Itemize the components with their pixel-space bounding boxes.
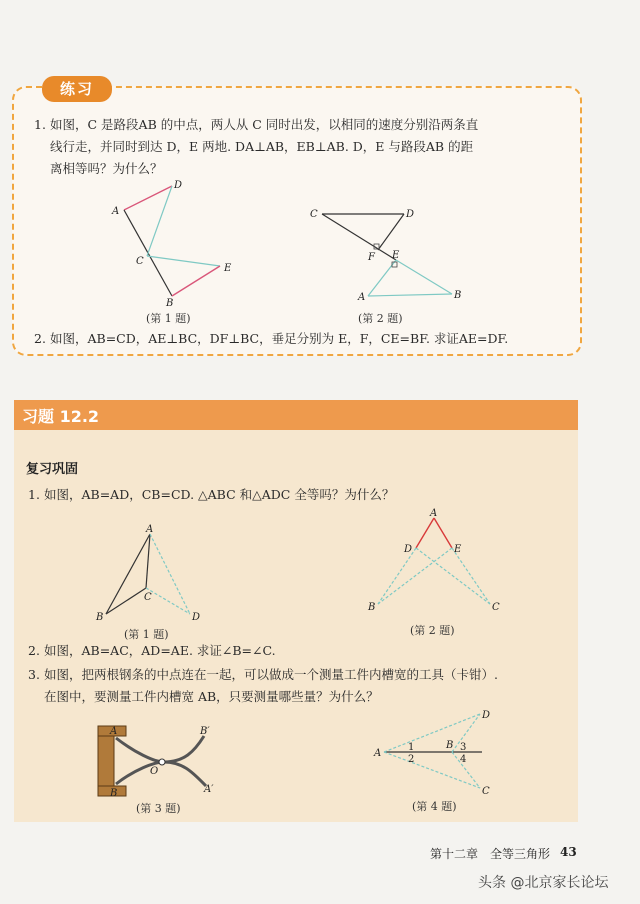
watermark: 头条 @北京家长论坛 xyxy=(478,875,609,891)
segment-cd xyxy=(146,588,190,614)
segment-eb xyxy=(172,266,220,296)
pivot-o xyxy=(159,759,165,765)
segment-ce xyxy=(322,214,396,260)
practice-question-2: 2. 如图，AB=CD，AE⊥BC，DF⊥BC，垂足分别为 E，F，CE=BF. 求证AE=DF. xyxy=(34,331,509,346)
label-b: B xyxy=(368,602,376,613)
exercise-title: 习题 12.2 xyxy=(22,407,100,426)
segment-ec xyxy=(452,548,490,604)
label-a: A xyxy=(110,726,118,737)
segment-bc xyxy=(106,588,146,614)
label-a: A xyxy=(112,206,120,217)
exercise-fig4-caption: (第 4 题) xyxy=(412,800,457,813)
label-d: D xyxy=(192,612,201,623)
label-d: D xyxy=(406,209,415,220)
practice-figure-2 xyxy=(308,206,468,306)
angle-2-label: 2 xyxy=(408,754,415,765)
segment-db xyxy=(378,548,416,604)
segment-ac xyxy=(146,534,150,588)
label-a-prime: A′ xyxy=(204,784,214,795)
chapter-footer: 第十二章 全等三角形 xyxy=(430,847,551,861)
exercise-question-2: 2. 如图，AB=AC，AD=AE. 求证∠B=∠C. xyxy=(28,643,276,658)
label-b: B xyxy=(454,290,462,301)
exercise-question-3: 3. 如图，把两根钢条的中点连在一起，可以做成一个测量工件内槽宽的工具（卡钳）. 在图中，要测量工件内槽宽 AB，只要测量哪些量？为什么？ xyxy=(28,667,498,704)
exercise-fig3-caption: (第 3 题) xyxy=(136,802,181,815)
exercise-figure-2 xyxy=(366,508,506,612)
label-d: D xyxy=(404,544,413,555)
segment-ae xyxy=(434,518,452,548)
practice-figure-1 xyxy=(110,178,250,308)
exercise-figure-1 xyxy=(94,526,214,626)
label-e: E xyxy=(224,263,232,274)
angle-4-label: 4 xyxy=(460,754,467,765)
label-b: B xyxy=(96,612,104,623)
label-a: A xyxy=(374,748,382,759)
exercise-question-1: 1. 如图，AB=AD，CB=CD. △ABC 和△ADC 全等吗？为什么？ xyxy=(28,487,395,502)
page-number: 43 xyxy=(560,845,577,859)
segment-ad xyxy=(416,518,434,548)
label-b: B xyxy=(110,788,118,799)
review-subheading: 复习巩固 xyxy=(26,462,79,477)
label-e: E xyxy=(454,544,462,555)
angle-3-label: 3 xyxy=(460,742,467,753)
label-b-prime: B′ xyxy=(200,726,210,737)
label-c: C xyxy=(144,592,152,603)
label-o: O xyxy=(150,766,159,777)
segment-ab xyxy=(368,294,452,296)
segment-eb xyxy=(396,260,452,294)
exercise-figure-4 xyxy=(372,708,512,798)
segment-ce xyxy=(147,256,220,266)
exercise-figure-3 xyxy=(94,722,234,802)
label-f: F xyxy=(368,252,375,263)
label-a: A xyxy=(430,508,438,519)
label-c: C xyxy=(492,602,500,613)
practice-tab: 练习 xyxy=(42,76,112,102)
label-c: C xyxy=(482,786,490,797)
label-c: C xyxy=(136,256,144,267)
label-a: A xyxy=(146,524,154,535)
label-a: A xyxy=(358,292,366,303)
angle-1-label: 1 xyxy=(408,742,415,753)
segment-df xyxy=(378,214,404,250)
label-c: C xyxy=(310,209,318,220)
exercise-fig1-caption: (第 1 题) xyxy=(124,628,169,641)
caliper-arm-2 xyxy=(116,762,206,786)
segment-eb xyxy=(378,548,452,604)
label-d: D xyxy=(174,180,183,191)
practice-question-1: 1. 如图，C 是路段AB 的中点，两人从 C 同时出发，以相同的速度分别沿两条直 线行走，并同时到达 D，E 两地. DA⊥AB，EB⊥AB. D，E 与路段AB 的距 离相等吗？为什么？ xyxy=(34,117,479,176)
label-b: B xyxy=(166,298,174,309)
practice-fig2-caption: (第 2 题) xyxy=(358,312,403,325)
segment-dc xyxy=(416,548,490,604)
label-b: B xyxy=(446,740,454,751)
label-e: E xyxy=(392,250,400,261)
practice-fig1-caption: (第 1 题) xyxy=(146,312,191,325)
exercise-fig2-caption: (第 2 题) xyxy=(410,624,455,637)
caliper-arm-1 xyxy=(116,736,204,762)
label-d: D xyxy=(482,710,491,721)
